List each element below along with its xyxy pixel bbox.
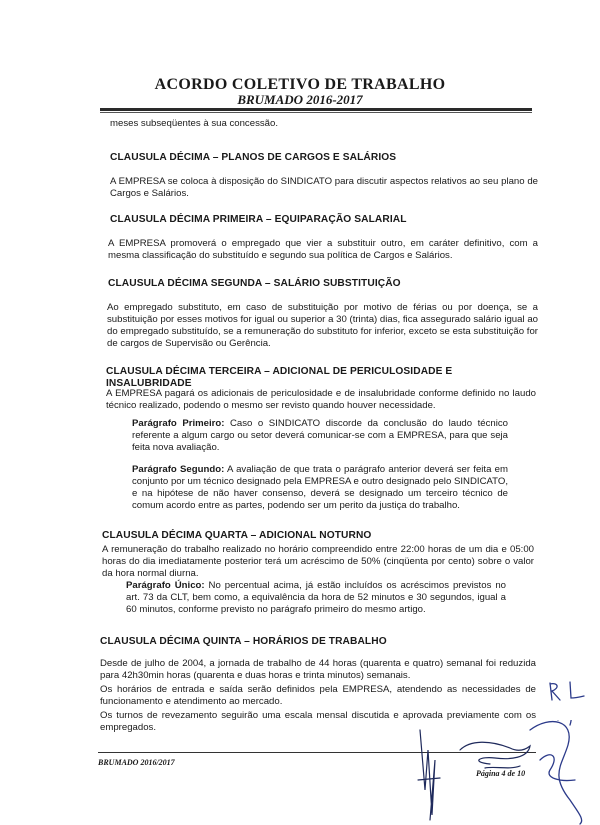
clause-15-text-3: Os turnos de revezamento seguirão uma escala mensal discutida e aprovada previamente com os empregados. xyxy=(100,710,536,733)
continuation-text: meses subseqüentes à sua concessão. xyxy=(110,118,278,129)
clause-15-text-1: Desde de julho de 2004, a jornada de trabalho de 44 horas (quarenta e quatro) semanal foi reduzida para 42h30min horas (quarenta e duas horas e trinta minutos) semanais. xyxy=(100,658,536,681)
clause-10-heading: CLAUSULA DÉCIMA – PLANOS DE CARGOS E SALÁRIOS xyxy=(110,152,397,163)
clause-13-heading: CLAUSULA DÉCIMA TERCEIRA – ADICIONAL DE PERICULOSIDADE E INSALUBRIDADE xyxy=(106,366,453,389)
clause-13-paragraph-2 xyxy=(132,464,508,512)
paragraph-1-label: Parágrafo Primeiro: xyxy=(132,418,225,429)
clause-12-heading: CLAUSULA DÉCIMA SEGUNDA – SALÁRIO SUBSTITUIÇÃO xyxy=(108,278,401,289)
clause-13-text: A EMPRESA pagará os adicionais de periculosidade e de insalubridade conforme definido no laudo técnico realizado, podendo o mesmo ser revisto quando houver necessidade. xyxy=(106,388,536,411)
clause-15-text-2: Os horários de entrada e saída serão definidos pela EMPRESA, atendendo as necessidades de funcionamento e atendimento ao mercado. xyxy=(100,684,536,707)
clause-14-paragraph-unico xyxy=(126,580,506,616)
clause-15-heading: CLAUSULA DÉCIMA QUINTA – HORÁRIOS DE TRABALHO xyxy=(100,636,387,647)
signatures-image xyxy=(400,720,600,825)
paragraph-unico-text: No percentual acima, já estão incluídos os acréscimos previstos no art. 73 da CLT, bem como, a equivalência da hora de 52 minutos e 30 segundos, igual a 60 minutos, conforme previsto no parágrafo primeiro do mesmo artigo. xyxy=(126,580,506,615)
footer-left: BRUMADO 2016/2017 xyxy=(98,758,175,767)
clause-11-text: A EMPRESA promoverá o empregado que vier a substituir outro, em caráter definitivo, com a mesma classificação do substituído e segundo sua política de Cargos e Salários. xyxy=(108,238,538,261)
paragraph-2-text: A avaliação de que trata o parágrafo anterior deverá ser feita em conjunto por um técnico designado pela EMPRESA e outro designado pelo SINDICATO, e na hipótese de não haver consenso, deverá se designado um terceiro técnico de comum acordo entre as partes, podendo ser um perito da justiça do trabalho. xyxy=(132,464,508,511)
page-number: Página 4 de 10 xyxy=(476,769,526,778)
clause-14-heading: CLAUSULA DÉCIMA QUARTA – ADICIONAL NOTURNO xyxy=(102,530,372,541)
clause-13-paragraph-1 xyxy=(132,418,508,454)
document-subtitle: BRUMADO 2016-2017 xyxy=(237,92,363,107)
header-rule-thin xyxy=(100,112,532,113)
document-title: ACORDO COLETIVO DE TRABALHO xyxy=(154,76,446,93)
paragraph-unico-label: Parágrafo Único: xyxy=(126,580,205,591)
clause-14-text: A remuneração do trabalho realizado no horário compreendido entre 22:00 horas de um dia e 05:00 horas do dia imediatamente posterior terá um acréscimo de 50% (cinqüenta por cento) sobre o valor da hora normal diurna. xyxy=(102,544,534,579)
clause-10-text: A EMPRESA se coloca à disposição do SINDICATO para discutir aspectos relativos ao seu plano de Cargos e Salários. xyxy=(110,176,538,199)
initials-image xyxy=(540,678,600,708)
clause-11-heading: CLAUSULA DÉCIMA PRIMEIRA – EQUIPARAÇÃO SALARIAL xyxy=(110,214,407,225)
paragraph-2-label: Parágrafo Segundo: xyxy=(132,464,225,475)
header-rule xyxy=(100,108,532,111)
clause-12-text: Ao empregado substituto, em caso de substituição por motivo de férias ou por doença, se a substituição por esses motivos for igual ou superior a 30 (trinta) dias, fica assegurado salário igual ao do empregado substituído, se a remuneração do substituto for inferior, exceto se esta substituição for de cargos de Supervisão ou Gerência. xyxy=(107,302,538,349)
paragraph-1-text: Caso o SINDICATO discorde da conclusão do laudo técnico referente a algum cargo ou setor deverá comunicar-se com a EMPRESA, para que seja feita nova avaliação. xyxy=(132,418,509,453)
